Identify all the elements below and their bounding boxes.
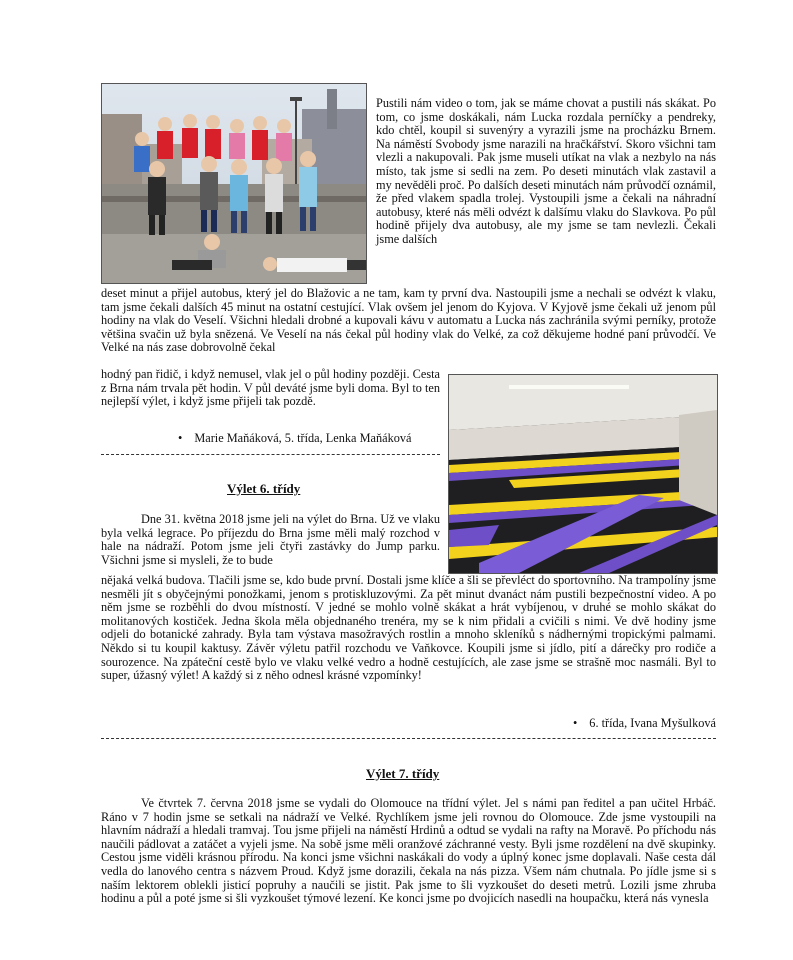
bullet: •: [572, 716, 578, 730]
group-photo: [101, 83, 367, 284]
section1-paragraph-full: deset minut a přijel autobus, který jel do Blažovic a ne tam, kam ty první dva. Nastoupili jsme a nechali se odvézt k vlaku, tam jsme čekali dalších 45 minut na ostatní cestující. Vlak ovšem jel jenom do Kyjova. V Kyjově jsme čekali už jenom půl hodiny na vlak do Veselí. Všichni hledali drobné a kupovali kávu v automatu a Lucka nás zachránila svými perníky, protože většina svačin už byla snězená. Ve Veselí na nás čekal půl hodiny vlak do Velké, za což děkujeme hodné paní průvodčí. Ve Velké na nás zase dobrovolně čekal: [101, 286, 716, 355]
section2-paragraph-left: Dne 31. května 2018 jsme jeli na výlet do Brna. Už ve vlaku byla velká legrace. Po příjezdu do Brna jsme měli malý rozchod v hale na nádraží. Potom jsme jeli čtyři zastávky do Jump parku. Všichni jsme si mysleli, že to bude: [101, 512, 440, 567]
section3-heading: Výlet 7. třídy: [366, 766, 440, 781]
section1-left-column: [101, 368, 440, 409]
section1-signature: [178, 431, 411, 445]
section2-heading: Výlet 6. třídy: [227, 481, 301, 496]
section3-paragraph: Ve čtvrtek 7. června 2018 jsme se vydali do Olomouce na třídní výlet. Jel s námi pan ředitel a pan učitel Hrbáč. Ráno v 7 hodin jsme se setkali na nádraží ve Velké. Rychlíkem jsme jeli rovnou do Olomouce. Zde jsme vystoupili na hlavním nádraží a hledali tramvaj. Tou jsme přijeli na náměstí Hrdinů a odtud se vydali na rafty na Moravě. Po příchodu nás naučili pádlovat a zatáčet a vyjeli jsme. Na sobě jsme měli oranžové záchranné vesty. Byli jsme rozdělení na dvě skupinky. Cestou jsme viděli krásnou přírodu. Na konci jsme všichni naskákali do vody a úplný konec jsme doplavali. Naše cesta dál vedla do lanového centra s názvem Proud. Když jsme dorazili, čekala na nás pizza. Všem nám chutnala. Po jídle jsme si s naším lektorem oblekli jisticí popruhy a naučili se jistit. Pak jsme to šli vyzkoušet do deseti metrů. Lozili jsme zhruba hodinu a půl a poté jsme si šli vyzkoušet týmové lezení. Ke konci jsme po dvojicích nasedli na houpačku, která nás vynesla: [101, 796, 716, 906]
signature-text: Marie Maňáková, 5. třída, Lenka Maňáková: [194, 431, 412, 445]
section1-right-column: [376, 97, 716, 247]
section1-paragraph-left: hodný pan řidič, i když nemusel, vlak jel o půl hodiny později. Cesta z Brna nám trvala pět hodin. V půl deváté jsme byli doma. Byl to ten nejlepší výlet, i když jsme přijeli tak pozdě.: [101, 367, 441, 409]
section1-full-width-text: [101, 287, 716, 355]
trampoline-park-photo: [448, 374, 718, 574]
section1-paragraph-right: Pustili nám video o tom, jak se máme chovat a pustili nás skákat. Po tom, co jsme doskákali, nám Lucka rozdala perníčky a pendreky, kdo chtěl, koupil si suvenýry a vyrazili jsme na procházku Brnem. Na náměstí Svobody jsme narazili na hračkářství. Skoro všichni tam vlezli a nakupovali. Pak jsme museli utíkat na vlak a nezbylo na nás místo, tak jsme si sedli na zem. Po deseti minutách vlak zastavil a my nevěděli proč. Po dalších deseti minutách nám průvodčí oznámil, že před vlakem spadla trolej. Vystoupili jsme a čekali na náhradní autobusy, které nás měli odvézt k dalšímu vlaku do Slavkova. Po půl hodině přijely dva autobusy, ale my jsme se tam nevlezli. Čekali jsme dalších: [376, 96, 716, 246]
section2-left-column: [101, 513, 440, 567]
section2-signature: [573, 716, 716, 730]
section2-paragraph-full: nějaká velká budova. Tlačili jsme se, kdo bude první. Dostali jsme klíče a šli se převléct do sportovního. Na trampolíny jsme nesměli jít s obyčejnými ponožkami, jenom s protiskluzovými. Za pět minut dvanáct nám pustili bezpečnostní video. A po něm jsme se rozběhli do dvou místností. V jedné se mohlo volně skákat a hrát vybíjenou, v druhé se mohlo skákat do molitanových kostiček. Jedna škola měla objednaného trenéra, my se k nim přidali a cvičili s nimi. Ve dvě hodiny jsme odjeli do botanické zahrady. Byla tam výstava masožravých rostlin a mnoho skleníků s nádhernými tropickými palmami. Někdo si tu koupil kaktusy. Závěr výletu patřil rozchodu ve Vaňkovce. Koupili jsme si jídlo, pití a dárečky pro rodiče a sourozence. Na zpáteční cestě bylo ve vlaku velké vedro a hodně cestujících, ale zase jsme se strašně moc nasmáli. Byl to super, úžasný výlet! A každý si z něho odnesl krásné vzpomínky!: [101, 573, 716, 683]
bullet: •: [178, 431, 183, 445]
dashed-divider: [101, 454, 440, 455]
signature-text: 6. třída, Ivana Myšulková: [589, 716, 716, 730]
section2-full-width-text: [101, 574, 716, 683]
dashed-divider: [101, 738, 716, 739]
section3-text: [101, 797, 716, 906]
